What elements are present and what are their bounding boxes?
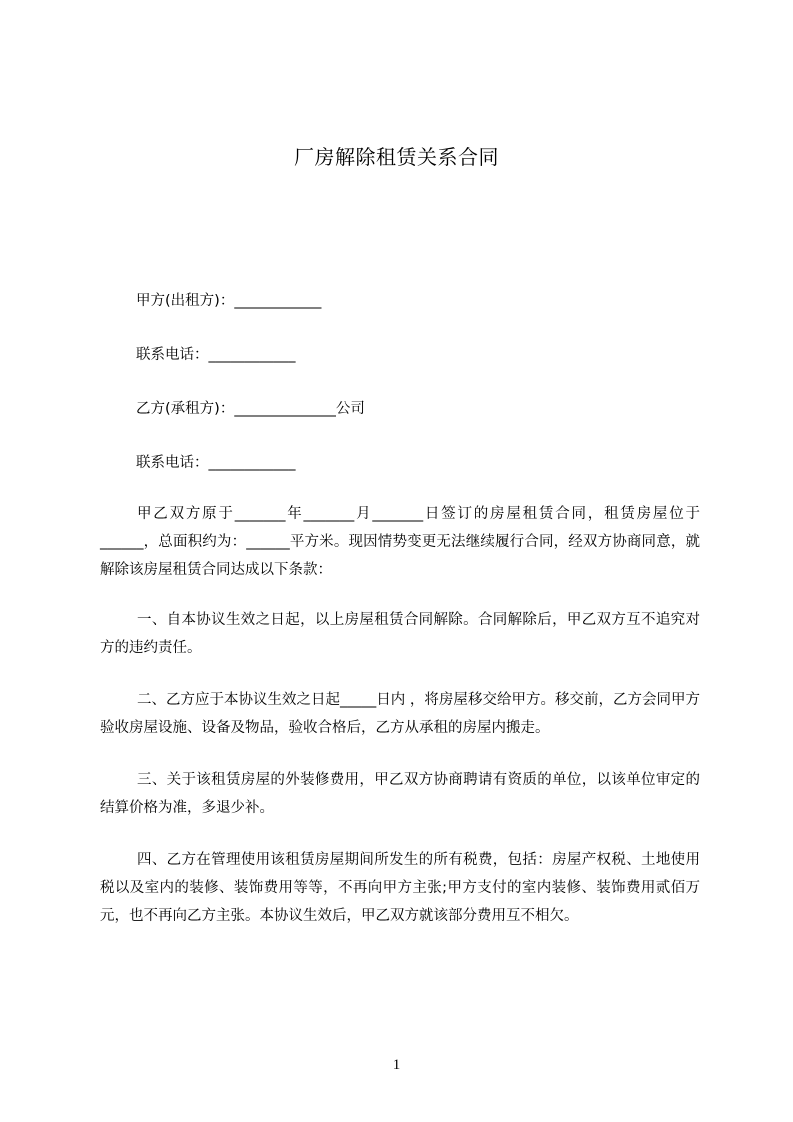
clause-2-paragraph: 二、乙方应于本协议生效之日起_____日内 ，将房屋移交给甲方。移交前，乙方会同甲方验收房屋设施、设备及物品，验收合格后，乙方从承租的房屋内搬走。	[100, 692, 700, 736]
party-a-line: 甲方(出租方)：____________	[136, 293, 322, 309]
document-title: 厂房解除租赁关系合同	[294, 145, 499, 169]
page-number: 1	[392, 1057, 401, 1073]
party-b-phone-line: 联系电话：____________	[136, 455, 296, 471]
party-a-phone-line: 联系电话：____________	[136, 347, 296, 363]
intro-paragraph: 甲乙双方原于_______年_______月_______日签订的房屋租赁合同，租赁房屋位于______，总面积约为：______平方米。现因情势变更无法继续履行合同，经双方协商同意，就解除该房屋租赁合同达成以下条款：	[100, 506, 700, 578]
clause-3-paragraph: 三、关于该租赁房屋的外装修费用，甲乙双方协商聘请有资质的单位，以该单位审定的结算价格为准，多退少补。	[100, 772, 700, 816]
clause-4-paragraph: 四、乙方在管理使用该租赁房屋期间所发生的所有税费，包括：房屋产权税、土地使用税以及室内的装修、装饰费用等等，不再向甲方主张;甲方支付的室内装修、装饰费用贰佰万元，也不再向乙方主张。本协议生效后，甲乙双方就该部分费用互不相欠。	[100, 852, 700, 924]
party-b-line: 乙方(承租方)：______________公司	[136, 401, 365, 417]
clause-1-paragraph: 一、自本协议生效之日起，以上房屋租赁合同解除。合同解除后，甲乙双方互不追究对方的违约责任。	[100, 612, 700, 656]
